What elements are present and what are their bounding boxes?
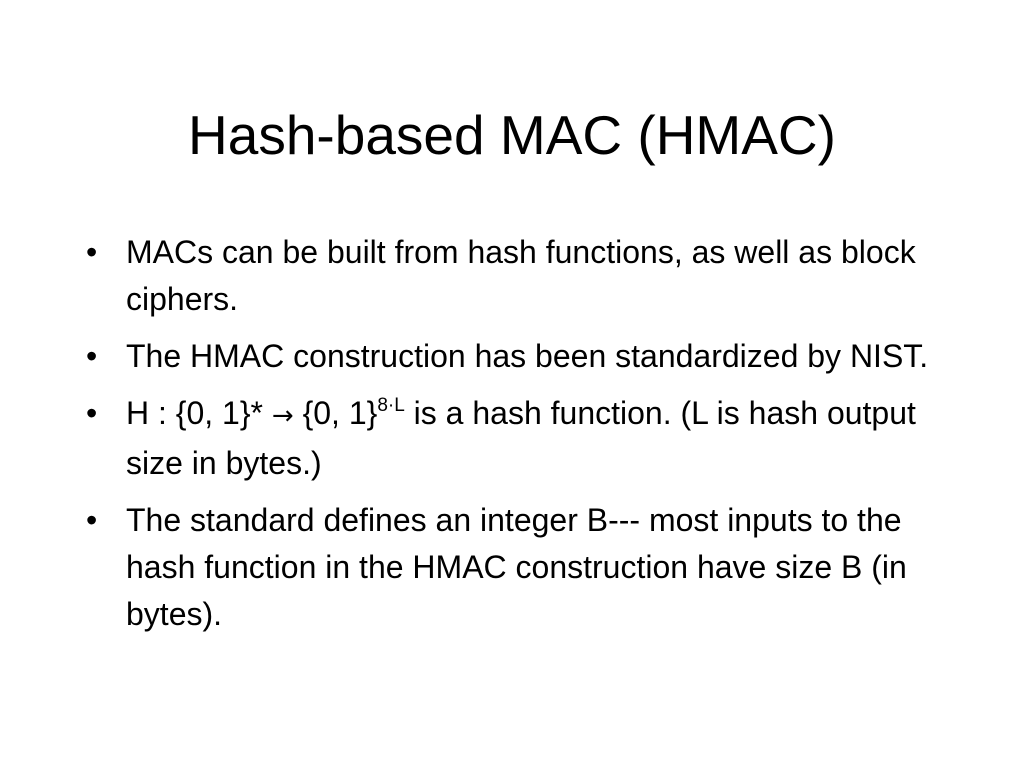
hash-domain: H : {0, 1}* xyxy=(126,395,272,431)
slide-title: Hash-based MAC (HMAC) xyxy=(188,104,836,166)
bullet-item xyxy=(86,333,946,380)
hash-description: is a hash function. (L is hash output size in bytes.) xyxy=(126,395,916,481)
bullet-icon: • xyxy=(86,395,98,431)
bullet-item xyxy=(86,497,946,638)
hash-definition-text xyxy=(126,395,916,481)
arrow-icon: → xyxy=(271,401,294,431)
bullet-icon: • xyxy=(86,502,98,538)
bullet-icon: • xyxy=(86,234,98,270)
bullet-icon: • xyxy=(86,338,98,374)
bullet-item xyxy=(86,390,946,487)
hash-range: {0, 1} xyxy=(293,395,378,431)
hash-range-exponent: 8·L xyxy=(377,395,405,416)
bullet-item xyxy=(86,229,946,323)
bullet-text: The standard defines an integer B--- most inputs to the hash function in the HMAC construction have size B (in bytes). xyxy=(126,502,907,632)
bullet-list xyxy=(86,229,946,648)
bullet-text: MACs can be built from hash functions, as well as block ciphers. xyxy=(126,234,916,317)
bullet-text: The HMAC construction has been standardized by NIST. xyxy=(126,338,929,374)
